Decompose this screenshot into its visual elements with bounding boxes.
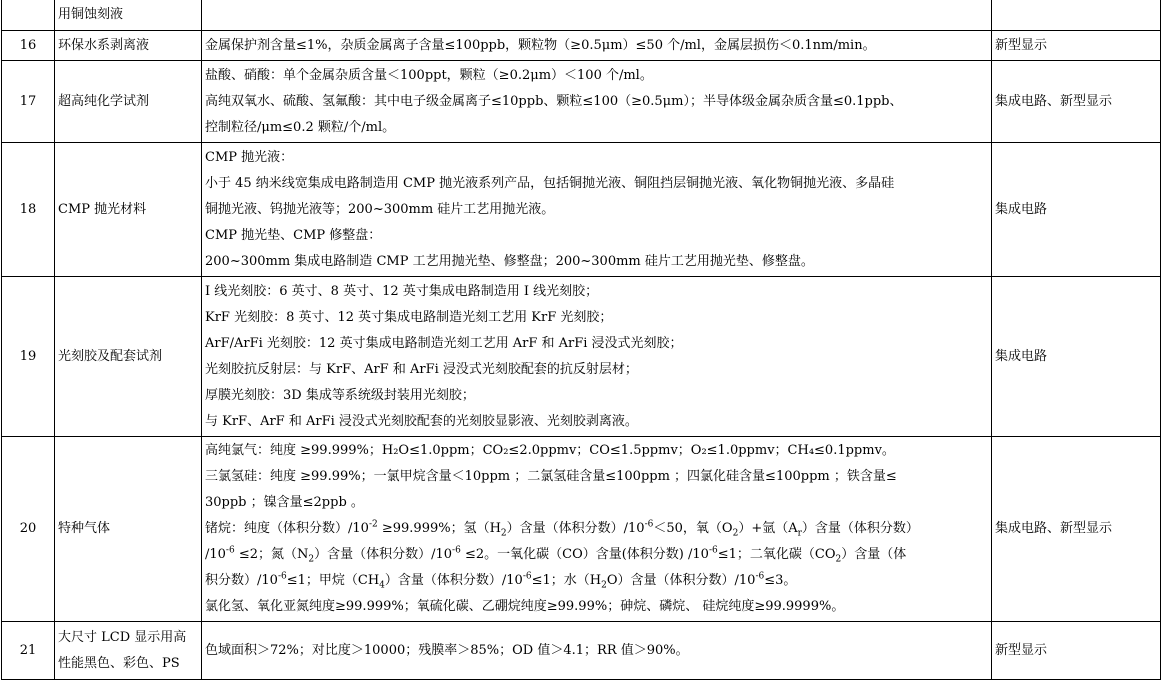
spec-line: 控制粒径/μm≤0.2 颗粒/个/ml。 — [205, 119, 396, 135]
table-row — [2, 622, 1161, 680]
spec-superscript: -6 — [522, 571, 532, 582]
spec-text: ）含量（体 — [841, 547, 907, 562]
spec-superscript: -6 — [452, 545, 461, 556]
spec-line: 色域面积＞72%；对比度＞10000；残膜率＞85%；OD 值＞4.1；RR 值＞90%。 — [205, 642, 689, 658]
row-number: 21 — [2, 622, 55, 680]
spec-line: 三氯氢硅：纯度 ≥99.99%；一氯甲烷含量＜10ppm ；二氯氢硅含量≤100ppm ；四氯化硅含量≤100ppm ；铁含量≤ — [205, 469, 897, 484]
product-name: 特种气体 — [55, 437, 202, 622]
spec-superscript: -6 — [225, 545, 235, 556]
spec-line: 厚膜光刻胶：3D 集成等系统级封装用光刻胶； — [205, 387, 475, 403]
spec-line: 30ppb ；镍含量≤2ppb 。 — [205, 495, 364, 510]
row-number: 17 — [2, 61, 55, 143]
application-field: 集成电路、新型显示 — [992, 437, 1161, 622]
table-row — [2, 437, 1161, 622]
spec-subscript: 2 — [732, 528, 739, 539]
row-number: 18 — [2, 143, 55, 277]
spec-text: ≤1；二氧化碳（CO — [717, 547, 836, 562]
row-number: 20 — [2, 437, 55, 622]
product-name: 用铜蚀刻液 — [55, 0, 202, 31]
spec-line: 金属保护剂含量≤1%，杂质金属离子含量≤100ppb，颗粒物（≥0.5μm）≤50 个/ml，金属层损伤＜0.1nm/min。 — [205, 37, 876, 53]
row-number — [2, 0, 55, 31]
application-field: 新型显示 — [992, 622, 1161, 680]
spec-line: 高纯双氧水、硫酸、氢氟酸：其中电子级金属离子≤10ppb、颗粒≤100（≥0.5μm）；半导体级金属杂质含量≤0.1ppb、 — [205, 93, 903, 109]
spec-line: CMP 抛光液： — [205, 149, 294, 165]
spec-line: 氯化氢、氧化亚氮纯度≥99.999%；氧硫化碳、乙硼烷纯度≥99.99%；砷烷、磷烷、 硅烷纯度≥99.9999%。 — [205, 599, 845, 614]
row-number: 16 — [2, 31, 55, 61]
spec-text: 锗烷：纯度（体积分数）/10 — [205, 521, 369, 536]
spec-text: ）含量（体积分数）/10 — [506, 521, 645, 536]
spec-line: 盐酸、硝酸：单个金属杂质含量＜100ppt，颗粒（≥0.2μm）＜100 个/ml。 — [205, 67, 653, 83]
table-row — [2, 277, 1161, 437]
table-row — [2, 143, 1161, 277]
product-name: 大尺寸 LCD 显示用高性能黑色、彩色、PS — [55, 622, 202, 680]
product-name: 光刻胶及配套试剂 — [55, 277, 202, 437]
spec-superscript: -6 — [755, 571, 765, 582]
spec-line: 小于 45 纳米线宽集成电路制造用 CMP 抛光液系列产品，包括铜抛光液、铜阻挡层铜抛光液、氧化物铜抛光液、多晶硅 — [205, 175, 895, 191]
spec-text: ≥99.999%；氢（H — [377, 521, 501, 536]
product-name: CMP 抛光材料 — [55, 143, 202, 277]
spec-line — [205, 516, 988, 542]
spec-cell — [202, 143, 992, 277]
spec-text: ≤3。 — [764, 573, 797, 588]
application-field: 集成电路 — [992, 277, 1161, 437]
spec-line — [205, 568, 988, 594]
spec-subscript: 2 — [601, 580, 607, 591]
product-name: 环保水系剥离液 — [55, 31, 202, 61]
spec-line — [205, 542, 988, 568]
spec-line: ArF/ArFi 光刻胶：12 英寸集成电路制造光刻工艺用 ArF 和 ArFi 浸没式光刻胶； — [205, 335, 683, 351]
table-row — [2, 31, 1161, 61]
spec-text: ）含量（体积分数）/10 — [384, 573, 523, 588]
spec-text: O）含量（体积分数）/10 — [606, 573, 756, 588]
spec-cell — [202, 61, 992, 143]
spec-cell — [202, 31, 992, 61]
spec-text: /10 — [205, 547, 226, 562]
spec-cell — [202, 0, 992, 31]
spec-line: CMP 抛光垫、CMP 修整盘： — [205, 227, 382, 243]
spec-cell — [202, 277, 992, 437]
spec-line: 200~300mm 集成电路制造 CMP 工艺用抛光垫、修整盘；200~300mm 硅片工艺用抛光垫、修整盘。 — [205, 253, 814, 269]
spec-text: ）+氩（A — [738, 521, 798, 536]
application-field: 集成电路 — [992, 143, 1161, 277]
spec-subscript: 2 — [308, 554, 315, 565]
spec-line: KrF 光刻胶：8 英寸、12 英寸集成电路制造光刻工艺用 KrF 光刻胶； — [205, 309, 613, 325]
table-row — [2, 0, 1161, 31]
spec-text: ≤2。一氧化碳（CO）含量(体积分数) /10 — [460, 547, 709, 562]
spec-text: ≤1；水（H — [531, 573, 602, 588]
spec-superscript: -6 — [277, 571, 287, 582]
table-row — [2, 61, 1161, 143]
spec-cell — [202, 622, 992, 680]
spec-subscript: r — [797, 528, 802, 539]
spec-line: 与 KrF、ArF 和 ArFi 浸没式光刻胶配套的光刻胶显影液、光刻胶剥离液。 — [205, 413, 638, 429]
spec-superscript: -2 — [368, 519, 378, 530]
row-number: 19 — [2, 277, 55, 437]
spec-text: ）含量（体积分数） — [801, 521, 919, 536]
application-field: 集成电路、新型显示 — [992, 61, 1161, 143]
spec-line: 铜抛光液、钨抛光液等；200~300mm 硅片工艺用抛光液。 — [205, 201, 555, 217]
product-name: 超高纯化学试剂 — [55, 61, 202, 143]
spec-text: ＜50，氧（O — [653, 521, 733, 536]
spec-superscript: -6 — [644, 519, 654, 530]
spec-line: 高纯氯气：纯度 ≥99.999%；H₂O≤1.0ppm；CO₂≤2.0ppmv；CO≤1.5ppmv；O₂≤1.0ppmv；CH₄≤0.1ppmv。 — [205, 443, 895, 458]
spec-line: 光刻胶抗反射层：与 KrF、ArF 和 ArFi 浸没式光刻胶配套的抗反射层材； — [205, 361, 638, 377]
spec-cell — [202, 437, 992, 622]
spec-text: ≤1；甲烷（CH — [286, 573, 380, 588]
material-spec-table — [1, 0, 1161, 680]
spec-superscript: -6 — [708, 545, 718, 556]
application-field — [992, 0, 1161, 31]
application-field: 新型显示 — [992, 31, 1161, 61]
spec-text: ）含量（体积分数）/10 — [314, 547, 453, 562]
spec-line: I 线光刻胶：6 英寸、8 英寸、12 英寸集成电路制造用 I 线光刻胶； — [205, 283, 599, 299]
spec-text: 积分数）/10 — [205, 573, 278, 588]
spec-text: ≤2；氮（N — [234, 547, 309, 562]
spec-subscript: 2 — [500, 528, 507, 539]
spec-subscript: 4 — [379, 580, 385, 591]
spec-subscript: 2 — [835, 554, 842, 565]
